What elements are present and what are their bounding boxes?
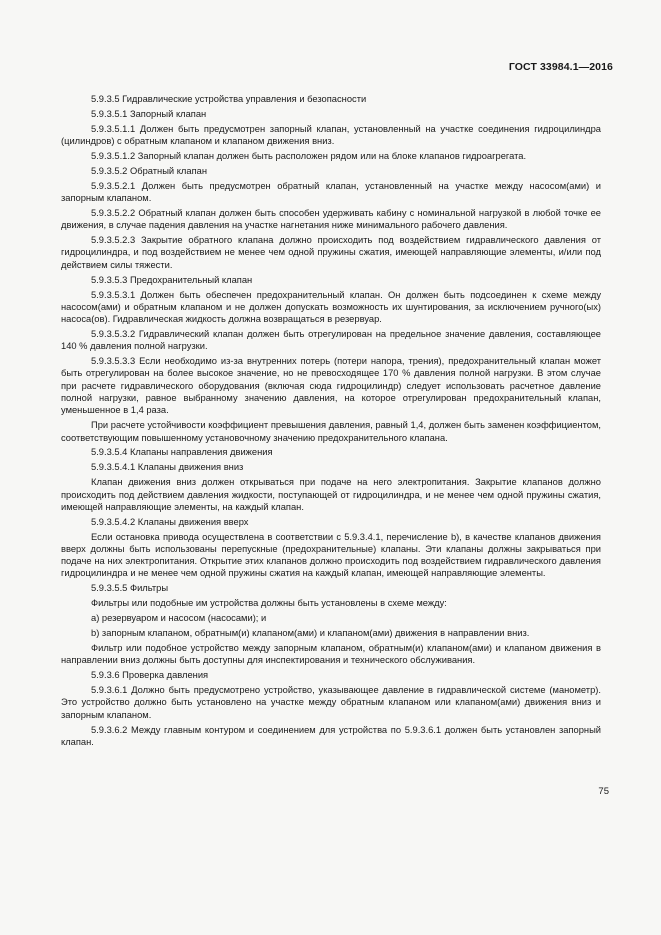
paragraph: Фильтр или подобное устройство между запорным клапаном, обратным(и) клапаном(ами) и клапаном движения в направлении вниз должны быть доступны для инспектирования и технического обслуживания. bbox=[61, 642, 601, 666]
paragraph: 5.9.3.5.2.2 Обратный клапан должен быть способен удерживать кабину с номинальной нагрузкой в любой точке ее движения, в случае падения давления на участке нагнетания ниже минимального рабочего давления. bbox=[61, 207, 601, 231]
list-item: а) резервуаром и насосом (насосами); и bbox=[91, 613, 267, 624]
subsection-heading: 5.9.3.5.4.1 Клапаны движения вниз bbox=[91, 462, 244, 473]
subsection-heading: 5.9.3.5.5 Фильтры bbox=[91, 583, 169, 594]
paragraph: 5.9.3.5.1.1 Должен быть предусмотрен запорный клапан, установленный на участке соединения гидроцилиндра (цилиндров) с обратным клапаном и клапаном движения вниз. bbox=[61, 123, 601, 147]
paragraph: 5.9.3.5.1.2 Запорный клапан должен быть расположен рядом или на блоке клапанов гидроагрегата. bbox=[91, 150, 527, 161]
paragraph: Фильтры или подобные им устройства должны быть установлены в схеме между: bbox=[91, 598, 447, 609]
subsection-heading: 5.9.3.5.1 Запорный клапан bbox=[91, 108, 207, 119]
paragraph: Клапан движения вниз должен открываться при подаче на него электропитания. Закрытие клапанов должно происходить под действием давления жидкости, поступающей от гидроцилиндра, и не менее чем одной пружины сжатия, имеющей направляющие элементы, на каждый клапан. bbox=[61, 477, 601, 512]
list-item: b) запорным клапаном, обратным(и) клапаном(ами) и клапаном(ами) движения в направлении вниз. bbox=[91, 628, 530, 639]
paragraph: 5.9.3.6.1 Должно быть предусмотрено устройство, указывающее давление в гидравлической системе (манометр). Это устройство должно быть установлено на участке между обратным клапаном или клапаном(ами) движения вниз и запорным клапаном. bbox=[61, 685, 601, 720]
document-body bbox=[61, 93, 601, 748]
paragraph: 5.9.3.5.3.2 Гидравлический клапан должен быть отрегулирован на предельное значение давления, составляющее 140 % давления полной нагрузки. bbox=[61, 328, 601, 352]
subsection-heading: 5.9.3.5.4 Клапаны направления движения bbox=[91, 447, 273, 458]
paragraph: 5.9.3.5.2.3 Закрытие обратного клапана должно происходить под воздействием гидравлического давления от гидроцилиндра, и под воздействием не менее чем одной пружины сжатия, имеющей направляющие элементы, и/или под действием силы тяжести. bbox=[61, 235, 601, 270]
subsection-heading: 5.9.3.5.3 Предохранительный клапан bbox=[91, 274, 253, 285]
subsection-heading: 5.9.3.5.2 Обратный клапан bbox=[91, 165, 207, 176]
paragraph: 5.9.3.6.2 Между главным контуром и соединением для устройства по 5.9.3.6.1 должен быть установлен запорный клапан. bbox=[61, 724, 601, 747]
section-heading: 5.9.3.5 Гидравлические устройства управления и безопасности bbox=[91, 94, 367, 104]
paragraph: При расчете устойчивости коэффициент превышения давления, равный 1,4, должен быть заменен коэффициентом, соответствующим повышенному установочному значению предохранительного клапана. bbox=[61, 420, 601, 443]
paragraph: Если остановка привода осуществлена в соответствии с 5.9.3.4.1, перечисление b), в качестве клапанов движения вверх должны быть использованы перепускные (предохранительные) клапаны. Эти клапаны должны закрываться при подаче на них электропитания. Открытие этих клапанов должно происходить под воздействием гидравлического давления гидроцилиндра и не менее чем одной пружины сжатия на каждый клапан, имеющей направляющие элементы. bbox=[61, 531, 601, 579]
section-heading: 5.9.3.6 Проверка давления bbox=[91, 670, 209, 681]
page-number: 75 bbox=[598, 786, 609, 797]
paragraph: 5.9.3.5.2.1 Должен быть предусмотрен обратный клапан, установленный на участке между насосом(ами) и запорным клапаном. bbox=[61, 180, 601, 204]
paragraph: 5.9.3.5.3.3 Если необходимо из-за внутренних потерь (потери напора, трения), предохранительный клапан может быть отрегулирован на более высокое значение, но не превосходящее 170 % давления полной нагрузки. В этом случае при расчете гидравлического оборудования (включая сюда гидроцилиндр) следует использовать расчетное давление полной нагрузки, равное выбранному значению давления, на которое отрегулирован предохранительный клапан, уменьшенное в 1,4 раза. bbox=[61, 356, 601, 416]
subsection-heading: 5.9.3.5.4.2 Клапаны движения вверх bbox=[91, 516, 249, 527]
paragraph: 5.9.3.5.3.1 Должен быть обеспечен предохранительный клапан. Он должен быть подсоединен к схеме между насосом(ами) и обратным клапаном и не должен допускать возможность их шунтирования, за исключением ручного(ых) насоса(ов). Гидравлическая жидкость должна возвращаться в резервуар. bbox=[61, 289, 601, 325]
document-code: ГОСТ 33984.1—2016 bbox=[508, 61, 613, 73]
